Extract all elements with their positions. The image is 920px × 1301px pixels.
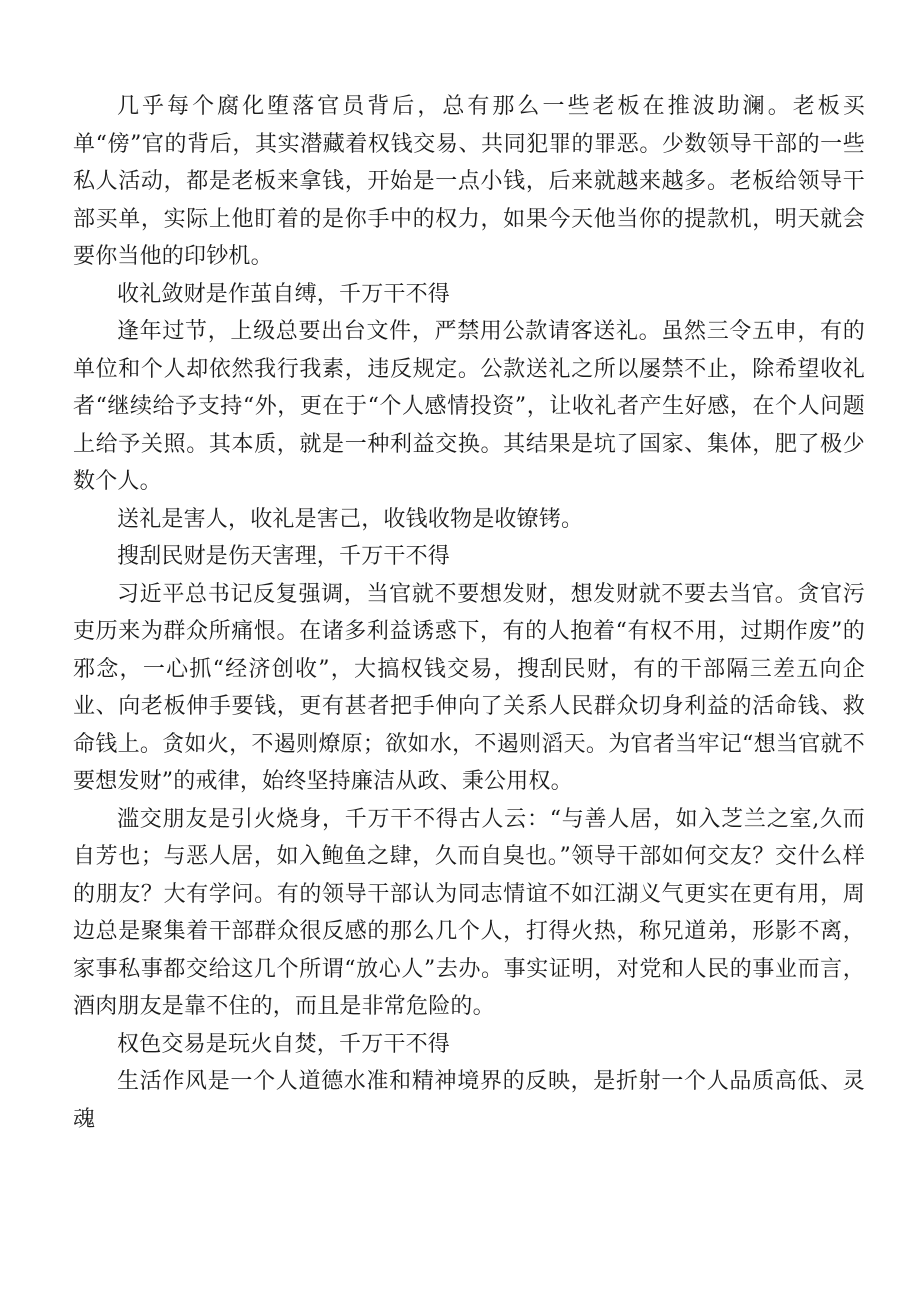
paragraph-no-wealth: 习近平总书记反复强调，当官就不要想发财，想发财就不要去当官。贪官污吏历来为群众所痛恨。在诸多利益诱惑下，有的人抱着“有权不用，过期作废”的邪念，一心抓“经济创收”，大搞权钱交易，搜刮民财，有的干部隔三差五向企业、向老板伸手要钱，更有甚者把手伸向了关系人民群众切身利益的活命钱、救命钱上。贪如火，不遏则燎原；欲如水，不遏则滔天。为官者当牢记“想当官就不要想发财”的戒律，始终坚持廉洁从政、秉公用权。 [73,581,865,794]
paragraph-public-gifts: 逢年过节，上级总要出台文件，严禁用公款请客送礼。虽然三令五申，有的单位和个人却依然我行我素，违反规定。公款送礼之所以屡禁不止，除希望收礼者“继续给予支持“外，更在于“个人感情投资”，让收礼者产生好感，在个人问题上给予关照。其本质，就是一种利益交换。其结果是坑了国家、集体，肥了极少数个人。 [73,319,865,494]
section-heading-gifts: 收礼敛财是作茧自缚，千万干不得 [117,281,451,307]
document-body [73,88,865,1138]
paragraph-lifestyle: 生活作风是一个人道德水准和精神境界的反映，是折射一个人品质高低、灵魂 [73,1069,865,1132]
section-heading-power-sex: 权色交易是玩火自焚，千万干不得 [117,1031,451,1057]
paragraph-friends: 滥交朋友是引火烧身，千万干不得古人云：“与善人居，如入芝兰之室,久而自芳也；与恶人居，如入鲍鱼之肆，久而自臭也。”领导干部如何交友？交什么样的朋友？大有学问。有的领导干部认为同志情谊不如江湖义气更实在更有用，周边总是聚集着干部群众很反感的那么几个人，打得火热，称兄道弟，形影不离，家事私事都交给这几个所谓“放心人”去办。事实证明，对党和人民的事业而言，酒肉朋友是靠不住的，而且是非常危险的。 [73,806,865,1019]
paragraph-boss-paying: 几乎每个腐化堕落官员背后，总有那么一些老板在推波助澜。老板买单“傍”官的背后，其实潜藏着权钱交易、共同犯罪的罪恶。少数领导干部的一些私人活动，都是老板来拿钱，开始是一点小钱，后来就越来越多。老板给领导干部买单，实际上他盯着的是你手中的权力，如果今天他当你的提款机，明天就会要你当他的印钞机。 [73,94,865,269]
section-heading-extortion: 搜刮民财是伤天害理，千万干不得 [117,544,451,569]
paragraph-gift-harm: 送礼是害人，收礼是害己，收钱收物是收镣铐。 [117,506,584,532]
